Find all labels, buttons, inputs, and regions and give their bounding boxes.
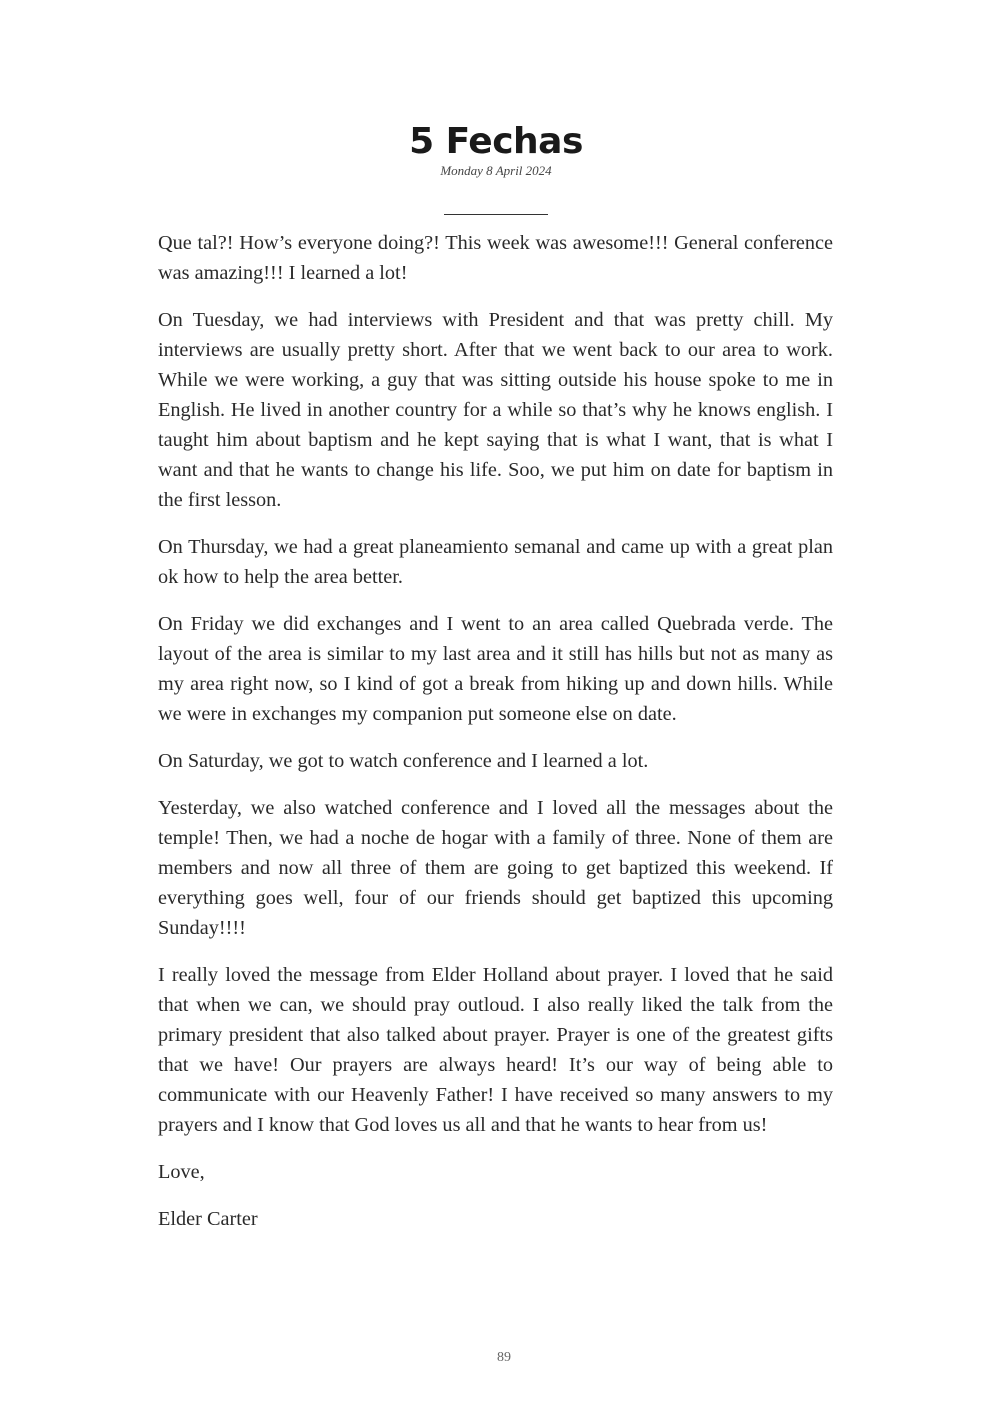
paragraph: Que tal?! How’s everyone doing?! This week was awesome!!! General conference was amazing!!! I learned a lot! [158, 232, 833, 284]
paragraph: On Tuesday, we had interviews with President and that was pretty chill. My interviews are usually pretty short. After that we went back to our area to work. While we were working, a guy that was sitting outside his house spoke to me in English. He lived in another country for a while so that’s why he knows english. I taught him about baptism and he kept saying that is what I want, that is what I want and that he wants to change his life. Soo, we put him on date for baptism in the first lesson. [158, 309, 833, 511]
paragraph: Yesterday, we also watched conference and I loved all the messages about the temple! Then, we had a noche de hogar with a family of three. None of them are members and now all three of them are going to get baptized this weekend. If everything goes well, four of our friends should get baptized this upcoming Sunday!!!! [158, 797, 833, 939]
closing-line: Love, [158, 1161, 205, 1183]
entry-date: Monday 8 April 2024 [440, 163, 552, 178]
paragraph: I really loved the message from Elder Holland about prayer. I loved that he said that when we can, we should pray outloud. I also really liked the talk from the primary president that also talked about prayer. Prayer is one of the greatest gifts that we have! Our prayers are always heard! It’s our way of being able to communicate with our Heavenly Father! I have received so many answers to my prayers and I know that God loves us all and that he wants to hear from us! [158, 964, 833, 1136]
letter-body [158, 228, 833, 1251]
paragraph: On Saturday, we got to watch conference and I learned a lot. [158, 750, 649, 772]
chapter-title: 5 Fechas [409, 121, 583, 162]
paragraph: On Friday we did exchanges and I went to an area called Quebrada verde. The layout of the area is similar to my last area and it still has hills but not as many as my area right now, so I kind of got a break from hiking up and down hills. While we were in exchanges my companion put someone else on date. [158, 613, 833, 725]
page-number: 89 [497, 1350, 511, 1365]
paragraph: On Thursday, we had a great planeamiento semanal and came up with a great plan ok how to help the area better. [158, 536, 833, 588]
title-divider [444, 214, 548, 215]
signature: Elder Carter [158, 1208, 258, 1230]
